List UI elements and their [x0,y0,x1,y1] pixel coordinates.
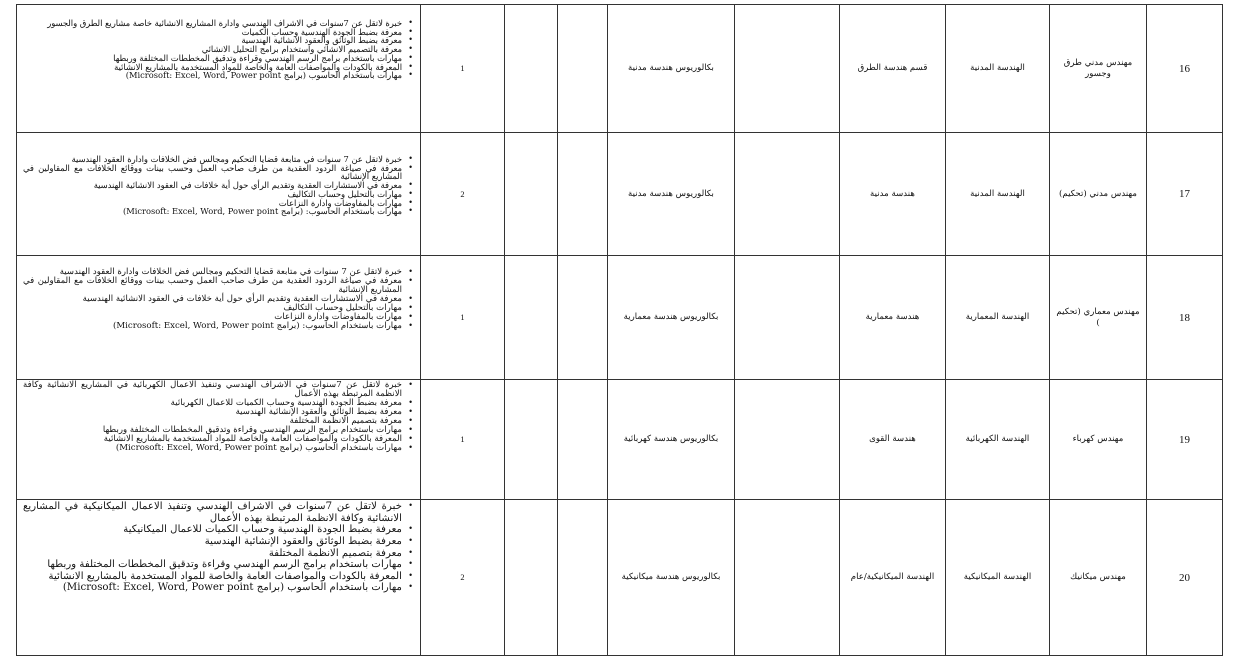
experience-item: • المعرفة بالكودات والمواصفات العامة والخاصة للمواد المستخدمة بالمشاريع الانشائية [23,571,402,583]
specialization: هندسة مدنية [840,133,946,256]
specialization: الهندسة الميكانيكية/عام [840,500,946,656]
table-row [17,5,1223,133]
empty-cell [558,5,608,133]
table-row [17,256,1223,380]
required-count: 1 [421,256,505,380]
experience-item: • خبرة لاتقل عن 7سنوات في الاشراف الهندسي وتنفيذ الاعمال الميكانيكية في المشاريع الانشائية وكافة الانظمة المرتبطة بهذه الأعمال [23,501,402,524]
experience-item: • مهارات باستخدام برامج الرسم الهندسي وقراءة وتدقيق المخططات المختلفة وربطها [23,559,402,571]
required-count: 1 [421,380,505,500]
department: الهندسة الميكانيكية [946,500,1050,656]
empty-cell [558,500,608,656]
experience-item: • معرفة بتصميم الانظمة المختلفة [23,417,402,426]
job-title: مهندس كهرباء [1050,380,1147,500]
experience-item: • خبرة لاتقل عن 7 سنوات في متابعة قضايا التحكيم ومجالس فض الخلافات وادارة العقود الهندسية [23,268,402,277]
experience-item: • معرفة بضبط الجودة الهندسية وحساب الكميات للاعمال الميكانيكية [23,524,402,536]
department: الهندسة المدنية [946,133,1050,256]
job-title: مهندس ميكانيك [1050,500,1147,656]
experience-item: • معرفة بتصميم الانظمة المختلفة [23,548,402,560]
experience-item: • معرفة في صياغة الردود العقدية من طرف صاحب العمل وحسب بينات ووقائع الخلافات مع المقاولين في المشاريع الإنشائية [23,277,402,295]
table-row [17,133,1223,256]
empty-cell [735,5,840,133]
row-number: 18 [1147,256,1223,380]
row-number: 20 [1147,500,1223,656]
experience-cell [17,256,421,380]
table-row [17,500,1223,656]
experience-item: • المعرفة بالكودات والمواصفات العامة والخاصة للمواد المستخدمة بالمشاريع الانشائية [23,63,402,72]
empty-cell [505,5,558,133]
department: الهندسة المدنية [946,5,1050,133]
experience-item: • مهارات باستخدام برامج الرسم الهندسي وقراءة وتدقيق المخططات المختلفة وربطها [23,54,402,63]
qualification: بكالوريوس هندسة مدنية [608,133,735,256]
empty-cell [505,500,558,656]
empty-cell [505,256,558,380]
job-title: مهندس مدني طرق وجسور [1050,5,1147,133]
experience-item: • مهارات باستخدام الحاسوب: (برامج Microsoft: Excel, Word, Power point) [23,322,402,331]
experience-item: • خبرة لاتقل عن 7سنوات في الاشراف الهندسي وادارة المشاريع الانشائية خاصة مشاريع الطرق والجسور [23,19,402,28]
required-count: 2 [421,133,505,256]
experience-item: • معرفة بضبط الجودة الهندسية وحساب الكميات للاعمال الكهربائية [23,399,402,408]
empty-cell [558,380,608,500]
experience-item: • مهارات باستخدام الحاسوب (برامج Microsoft: Excel, Word, Power point) [23,444,402,453]
experience-cell [17,133,421,256]
empty-cell [735,256,840,380]
experience-item: • معرفة بضبط الوثائق والعقود الإنشائية الهندسية [23,408,402,417]
experience-cell [17,380,421,500]
experience-list [23,500,416,594]
experience-list [23,380,416,453]
job-title: مهندس مدني (تحكيم) [1050,133,1147,256]
specialization: هندسة القوى [840,380,946,500]
required-count: 1 [421,5,505,133]
jobs-table [16,4,1223,656]
experience-item: • المعرفة بالكودات والمواصفات العامة والخاصة للمواد المستخدمة بالمشاريع الانشائية [23,435,402,444]
experience-item: • مهارات باستخدام الحاسوب (برامج Microsoft: Excel, Word, Power point) [23,71,402,80]
experience-item: • خبرة لاتقل عن 7 سنوات في متابعة قضايا التحكيم ومجالس فض الخلافات وادارة العقود الهندسية [23,155,402,164]
experience-list [23,133,416,216]
row-number: 17 [1147,133,1223,256]
experience-item: • معرفة في الاستشارات العقدية وتقديم الرأي حول أية خلافات في العقود الانشائية الهندسية [23,295,402,304]
experience-item: • مهارات باستخدام الحاسوب (برامج Microsoft: Excel, Word, Power point) [23,582,402,594]
empty-cell [558,256,608,380]
job-title: مهندس معماري (تحكيم ) [1050,256,1147,380]
empty-cell [735,133,840,256]
specialization: قسم هندسة الطرق [840,5,946,133]
qualification: بكالوريوس هندسة ميكانيكية [608,500,735,656]
empty-cell [505,380,558,500]
qualification: بكالوريوس هندسة كهربائية [608,380,735,500]
experience-item: • مهارات بالمفاوضات وادارة النزاعات [23,199,402,208]
experience-list [23,256,416,331]
empty-cell [735,500,840,656]
experience-item: • مهارات بالمفاوضات وادارة النزاعات [23,313,402,322]
empty-cell [505,133,558,256]
row-number: 19 [1147,380,1223,500]
experience-list [23,5,416,80]
experience-item: • مهارات بالتحليل وحساب التكاليف [23,304,402,313]
experience-cell [17,500,421,656]
experience-item: • معرفة بضبط الجودة الهندسية وحساب الكميات [23,28,402,37]
qualification: بكالوريوس هندسة معمارية [608,256,735,380]
department: الهندسة المعمارية [946,256,1050,380]
experience-item: • مهارات باستخدام الحاسوب: (برامج Microsoft: Excel, Word, Power point) [23,207,402,216]
experience-item: • معرفة في الاستشارات العقدية وتقديم الرأي حول أية خلافات في العقود الانشائية الهندسية [23,181,402,190]
empty-cell [558,133,608,256]
department: الهندسة الكهربائية [946,380,1050,500]
experience-cell [17,5,421,133]
experience-item: • معرفة بالتصميم الانشائي واستخدام برامج التحليل الانشائي [23,45,402,54]
experience-item: • معرفة بضبط الوثائق والعقود الإنشائية الهندسية [23,536,402,548]
row-number: 16 [1147,5,1223,133]
required-count: 2 [421,500,505,656]
experience-item: • معرفة في صياغة الردود العقدية من طرف صاحب العمل وحسب بينات ووقائع الخلافات مع المقاولين في المشاريع الإنشائية [23,164,402,181]
experience-item: • معرفة بضبط الوثائق والعقود الانشائية الهندسية [23,36,402,45]
specialization: هندسة معمارية [840,256,946,380]
qualification: بكالوريوس هندسة مدنية [608,5,735,133]
experience-item: • مهارات باستخدام برامج الرسم الهندسي وقراءة وتدقيق المخططات المختلفة وربطها [23,426,402,435]
empty-cell [735,380,840,500]
table-row [17,380,1223,500]
experience-item: • خبرة لاتقل عن 7سنوات في الاشراف الهندسي وتنفيذ الاعمال الكهربائية في المشاريع الانشائية وكافة الانظمة المرتبطة بهذه الأعمال [23,381,402,399]
experience-item: • مهارات بالتحليل وحساب التكاليف [23,190,402,199]
